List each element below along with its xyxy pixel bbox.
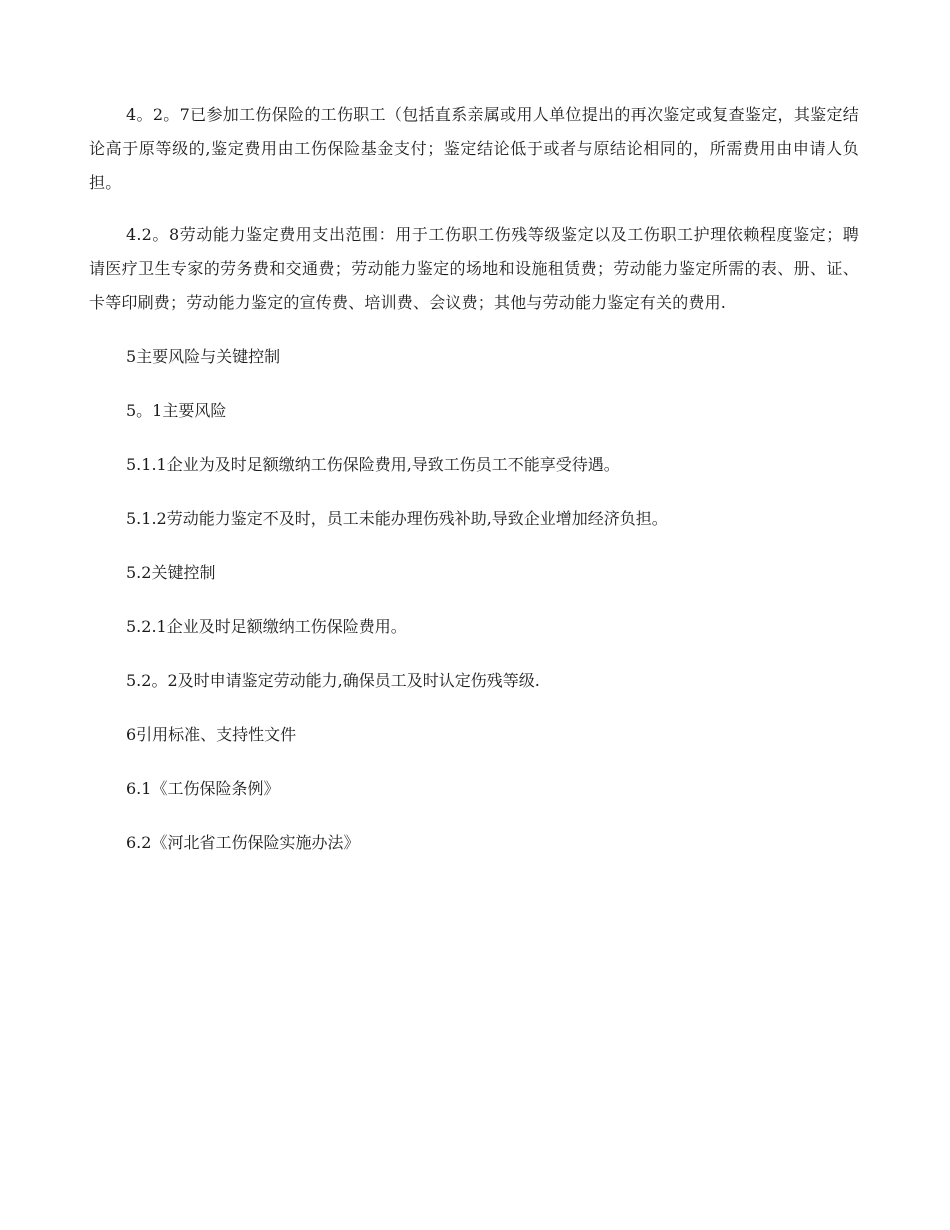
paragraph-4-2-8: 4.2。8劳动能力鉴定费用支出范围：用于工伤职工伤残等级鉴定以及工伤职工护理依赖程度鉴定；聘请医疗卫生专家的劳务费和交通费；劳动能力鉴定的场地和设施租赁费；劳动能力鉴定所需的表、册、证、卡等印刷费；劳动能力鉴定的宣传费、培训费、会议费；其他与劳动能力鉴定有关的费用.: [89, 225, 859, 312]
item-5-1-1: 5.1.1企业为及时足额缴纳工伤保险费用,导致工伤员工不能享受待遇。: [126, 455, 620, 474]
paragraph-4-2-7: 4。2。7已参加工伤保险的工伤职工（包括直系亲属或用人单位提出的再次鉴定或复查鉴定，其鉴定结论高于原等级的,鉴定费用由工伤保险基金支付；鉴定结论低于或者与原结论相同的，所需费用由申请人负担。: [89, 105, 859, 192]
reference-6-2: 6.2《河北省工伤保险实施办法》: [126, 833, 360, 852]
section-5-1-heading: 5。1主要风险: [126, 401, 227, 420]
item-5-1-2: 5.1.2劳动能力鉴定不及时，员工未能办理伤残补助,导致企业增加经济负担。: [126, 509, 668, 528]
item-5-2-1: 5.2.1企业及时足额缴纳工伤保险费用。: [126, 617, 407, 636]
section-6-heading: 6引用标准、支持性文件: [126, 725, 297, 744]
reference-6-1: 6.1《工伤保险条例》: [126, 779, 280, 798]
section-5-heading: 5主要风险与关键控制: [126, 347, 281, 366]
document-body: [89, 98, 859, 860]
section-5-2-heading: 5.2关键控制: [126, 563, 216, 582]
item-5-2-2: 5.2。2及时申请鉴定劳动能力,确保员工及时认定伤残等级.: [126, 671, 540, 690]
